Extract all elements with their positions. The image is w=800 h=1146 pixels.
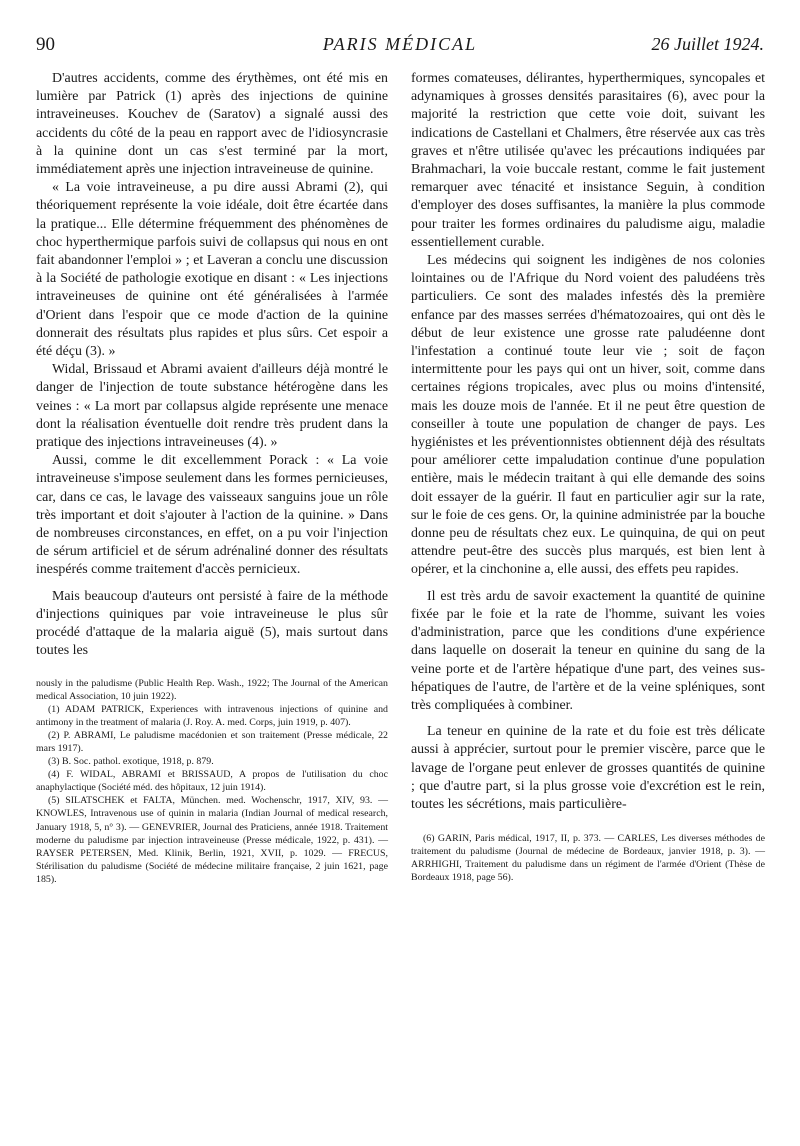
left-column — [36, 70, 388, 886]
paragraph: Mais beaucoup d'auteurs ont persisté à faire de la méthode d'injections quiniques par voie intraveineuse le plus sûr procédé d'attaque de la malaria aiguë (5), mais surtout dans toutes les — [36, 588, 388, 659]
paragraph: La teneur en quinine de la rate et du foie est très délicate aussi à apprécier, surtout pour le premier viscère, parce que le lavage de l'organe peut enlever de grosses quantités de quinine ; que d'autre part, si la plus grosse voie d'excrétion est le rein, toutes les sécrétions, mais particulière- — [411, 724, 765, 812]
paragraph: Les médecins qui soignent les indigènes de nos colonies lointaines ou de l'Afrique du Nord voient des paludéens très particuliers. Ce sont des malades infestés dès la première enfance par des masses serrées d'hématozoaires, qui ont dès le début de leur existence une grosse rate paludéenne dont l'infestation a continué toute leur vie ; soit de façon intermittente pour les pays qui ont un hiver, soit, comme dans certaines régions tropicales, avec plus ou moins d'intensité, mais les douze mois de l'année. Et il ne peut être question de conseiller à toute une population de changer de pays. Les hygiénistes et les préventionnistes obtiennent déjà des résultats pour améliorer cette impaludation continue d'une population entière, mais le médecin traitant à qui elle demande des soins doit essayer de la guérir. Il faut en particulier agir sur la rate, sur le foie de ces gens. Or, la quinine administrée par la bouche donne peu de résultats chez eux. Le quinquina, de qui on peut attendre peut-être des succès plus marqués, est bien lent à opérer, et la cinchonine a, elle aussi, des effets peu rapides. — [411, 253, 765, 578]
footnote: (4) F. WIDAL, ABRAMI et BRISSAUD, A propos de l'utilisation du choc anaphylactique (Société méd. des hôpitaux, 12 juin 1914). — [36, 769, 388, 794]
footnote: (6) GARIN, Paris médical, 1917, II, p. 373. — CARLES, Les diverses méthodes de traitement du paludisme (Journal de médecine de Bordeaux, janvier 1918, p. 3). — ARRHIGHI, Traitement du paludisme dans un régiment de l'armée d'Orient (Thèse de Bordeaux 1918, page 56). — [411, 833, 765, 884]
paragraph: Il est très ardu de savoir exactement la quantité de quinine fixée par le foie et la rate de l'homme, suivant les voies d'administration, parce que les conditions d'une expérience dans laquelle on doserait la teneur en quinine du sang de la veine porte et de l'artère hépatique d'une part, des veines sus-hépatiques de l'autre, de l'artère et de la veine spléniques, sont très compliquées à combiner. — [411, 588, 765, 713]
footnotes — [411, 832, 765, 884]
footnote: (3) B. Soc. pathol. exotique, 1918, p. 879. — [48, 756, 214, 768]
footnote: (2) P. ABRAMI, Le paludisme macédonien et son traitement (Presse médicale, 22 mars 1917). — [36, 729, 388, 754]
right-column — [411, 70, 765, 885]
paragraph: D'autres accidents, comme des érythèmes, ont été mis en lumière par Patrick (1) après des injections de quinine intraveineuses. Kouchev de (Saratov) a signalé aussi des accidents du côté de la peau en rapport avec de l'idiosyncrasie à la quinine dont un cas s'est terminé par la mort, immédiatement après une injection intraveineuse de quinine. — [36, 71, 388, 178]
paragraph: Widal, Brissaud et Abrami avaient d'ailleurs déjà montré le danger de l'injection de toute substance hétérogène dans les veines : « La mort par collapsus algide représente une menace dont la réalisation éventuelle doit rendre très prudent dans la pratique des injections intraveineuses (4). » — [36, 362, 388, 451]
journal-title: PARIS MÉDICAL — [322, 34, 478, 54]
paragraph: « La voie intraveineuse, a pu dire aussi Abrami (2), qui théoriquement représente la voie idéale, doit être écartée dans la pratique... Elle détermine fréquemment des phénomènes de choc hyperthermique parfois suivi de collapsus qui nous en ont fait abandonner l'emploi » ; et Laveran a conclu une discussion à la Société de pathologie exotique en disant : « Les injections intraveineuses de quinine ont été généralisées à l'armée d'Orient dans l'espoir que ce mode d'action de la quinine donnerait des résultats plus rapides et plus sûrs. Cet espoir a été déçu (3). » — [36, 180, 388, 360]
paragraph: Aussi, comme le dit excellemment Porack : « La voie intraveineuse s'impose seulement dans les formes pernicieuses, car, dans ce cas, le lavage des vaisseaux sanguins joue un rôle très important et doit s'ajouter à l'action de la quinine. » Dans de nombreuses circonstances, en effet, on a pu voir l'injection de sérum artificiel et de sérum adrénaliné donner des résultats inespérés comme traitement d'accès pernicieux. — [36, 453, 388, 578]
page-header — [36, 34, 764, 58]
issue-date: 26 Juillet 1924. — [651, 34, 764, 54]
paragraph: formes comateuses, délirantes, hyperthermiques, syncopales et adynamiques à grosses densités parasitaires (6), avec pour la majorité la restriction que cette voie doit, suivant les indications de Castellani et Chalmers, être réservée aux cas très graves et n'être utilisée qu'avec les précautions indiquées par Brahmachari, la voie buccale restant, comme le fait justement remarquer avec ténacité et insistance Seguin, à condition d'employer des doses suffisantes, la manière la plus commode pour traiter les formes ordinaires du paludisme aigu, maladie essentiellement curable. — [411, 71, 765, 250]
footnotes — [36, 677, 388, 887]
footnote: (1) ADAM PATRICK, Experiences with intravenous injections of quinine and antimony in the treatment of malaria (J. Roy. A. med. Corps, juin 1919, p. 407). — [36, 703, 388, 728]
page-number: 90 — [36, 34, 55, 55]
footnote: (5) SILATSCHEK et FALTA, München. med. Wochenschr, 1917, XIV, 93. — KNOWLES, Intravenous use of quinin in malaria (Indian Journal of medical research, January 1918, 5, n° 3). — GENEVRIER, Journal des Praticiens, année 1918. Traitement moderne du paludisme par injection intraveineuse (Presse médicale, 1922, p. 431). — RAYSER PETERSEN, Med. Klinik, Berlin, 1921, XVII, p. 1029. — FRECUS, Stérilisation du paludisme (Société de médecine militaire française, 2 juin 1621, page 185). — [36, 795, 388, 885]
footnote: nously in the paludisme (Public Health Rep. Wash., 1922; The Journal of the American medical Association, 10 juin 1922). — [36, 677, 388, 702]
